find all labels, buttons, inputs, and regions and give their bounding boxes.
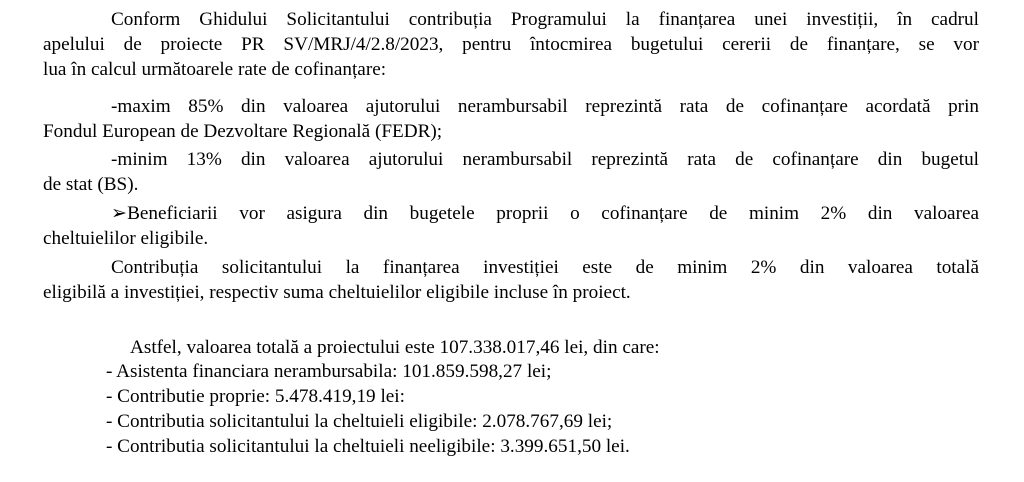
summary-intro: Astfel, valoarea totală a proiectului este 107.338.017,46 lei, din care: (130, 337, 660, 358)
summary-item: - Contributie proprie: 5.478.419,19 lei: (106, 386, 405, 407)
arrow-bullet-icon: ➢ (111, 203, 128, 224)
text-line: -maxim 85% din valoarea ajutorului nerambursabil reprezintă rata de cofinanțare acordată prin (111, 96, 979, 117)
text-line: Fondul European de Dezvoltare Regională (FEDR); (43, 121, 443, 142)
paragraph-beneficiary-cofinancing (43, 201, 979, 251)
paragraph-state-budget-rate (43, 147, 979, 197)
text-line: Contribuția solicitantului la finanțarea investiției este de minim 2% din valoarea totală (111, 257, 979, 278)
text-line (43, 201, 979, 226)
paragraph-applicant-contribution (43, 255, 979, 305)
text-line: Conform Ghidului Solicitantului contribuția Programului la finanțarea unei investiții, în cadrul (111, 9, 979, 30)
text-line: de stat (BS). (43, 174, 139, 195)
text-line: eligibilă a investiției, respectiv suma cheltuielilor eligibile incluse în proiect. (43, 282, 631, 303)
summary-item: - Contributia solicitantului la cheltuieli eligibile: 2.078.767,69 lei; (106, 411, 613, 432)
text-line: lua în calcul următoarele rate de cofinanțare: (43, 59, 387, 80)
summary-item: - Contributia solicitantului la cheltuieli neeligibile: 3.399.651,50 lei. (106, 436, 630, 457)
bullet-text: Beneficiarii vor asigura din bugetele proprii o cofinanțare de minim 2% din valoarea (127, 203, 979, 224)
summary-item: - Asistenta financiara nerambursabila: 101.859.598,27 lei; (106, 361, 552, 382)
text-line: -minim 13% din valoarea ajutorului nerambursabil reprezintă rata de cofinanțare din bugetul (111, 149, 979, 170)
text-line: apelului de proiecte PR SV/MRJ/4/2.8/2023, pentru întocmirea bugetului cererii de finanțare, se vor (43, 34, 979, 55)
paragraph-fedr-rate (43, 94, 979, 144)
text-line: cheltuielilor eligibile. (43, 228, 209, 249)
paragraph-cofinancing-intro (43, 7, 979, 82)
